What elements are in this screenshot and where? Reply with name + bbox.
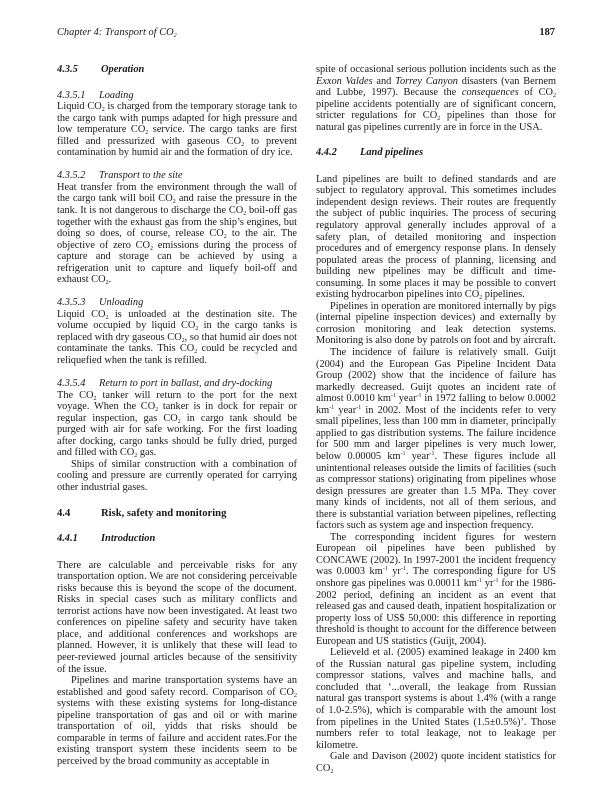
section-heading-4-3-5: 4.3.5 Operation xyxy=(57,64,145,75)
subsection-heading-unloading: 4.3.5.3 Unloading xyxy=(57,297,144,309)
subsection-heading-return-to-port: 4.3.5.4 Return to port in ballast, and dry-docking xyxy=(57,378,273,390)
paragraph-incidence-of-failure: The incidence of failure is relatively small. Guijt (2004) and the European Gas Pipeline Incident Data Group (2002) show that the incidence of failure has markedly decreased. Guijt quotes an incident rate of almost 0.0010 $km^{-1}$ year$^{-1}$ in 1972 falling to below 0.0002 $km^{-1}$ year$^{-1}$ in 2002. Most of the incidents refer to very small pipelines, less than 100 mm in diameter, principally applied to gas distribution systems. The failure incidence for 500 mm and larger pipelines is very much lower, below 0.00005 $km^{-1}$ year$^{-1}$. These figures include all unintentional releases outside the limits of facilities (such as compressor stations) originating from pipelines whose design pressures are greater than 1.5 MPa. They cover many kinds of incidents, not all of them serious, and there is substantial variation between pipelines, reflecting factors such as system age and inspection frequency. xyxy=(316,347,556,532)
paragraph-land-pipelines: Land pipelines are built to defined standards and are subject to regulatory approval. This sometimes includes independent design reviews. Their routes are frequently the subject of public inquiries. The process of securing regulatory approval generally includes approval of a safety plan, of detailed monitoring and inspection procedures and of emergency response plans. In densely populated areas the process of planning, licensing and building new pipelines may be difficult and time-consuming. In some places it may be possible to convert existing hydrocarbon pipelines into $CO_2$ pipelines. xyxy=(316,173,556,302)
paragraph-intro-risks: There are calculable and perceivable risks for any transportation option. We are not considering perceivable risks because this is beyond the scope of the document. Risks in special cases such as military conflicts and terrorist actions have now been investigated. At least two conferences on pipeline safety and security have taken place, and additional conferences and workshops are planned. However, it is unlikely that these will lead to peer-reviewed journal articles because of the sensitivity of the issue. xyxy=(57,559,297,675)
page-number: 187 xyxy=(539,27,555,38)
left-column xyxy=(57,64,297,767)
right-column xyxy=(316,64,556,774)
running-head: Chapter 4: Transport of $CO_2$ xyxy=(57,27,177,39)
paragraph-monitoring: Pipelines in operation are monitored internally by pigs (internal pipeline inspection devices) and externally by corrosion monitoring and leak detection systems. Monitoring is also done by patrols on foot and by aircraft. xyxy=(316,300,556,347)
paragraph-similar-ships: Ships of similar construction with a combination of cooling and pressure are currently operated for carrying other industrial gases. xyxy=(57,458,297,493)
paragraph-return-to-port: The $CO_2$ tanker will return to the port for the next voyage. When the $CO_2$ tanker is in dock for repair or regular inspection, gas $CO_2$ in cargo tank should be purged with air for safe working. For the first loading after docking, cargo tanks should be fully dried, purged and filled with $CO_2$ gas. xyxy=(57,389,297,460)
subsection-heading-transport: 4.3.5.2 Transport to the site xyxy=(57,170,183,182)
paragraph-safety-record: Pipelines and marine transportation systems have an established and good safety record. Comparison of $CO_2$ systems with these existing systems for long-distance pipeline transportation of gas and oil or with marine transportation of oil, yidds that risks should be comparable in terms of failure and accident rates.For the existing transport system these incidents seem to be perceived by the broad community as acceptable in xyxy=(57,675,297,767)
paragraph-concawe: The corresponding incident figures for western European oil pipelines have been published by CONCAWE (2002). In 1997-2001 the incident frequency was 0.0003 $km^{-1}$ $yr^{-1}$. The corresponding figure for US onshore gas pipelines was 0.00011 $km^{-1}$ $yr^{-1}$ for the 1986-2002 period, defining an incident as an event that released gas and caused death, inpatient hospitalization or property loss of US$ 50,000: this difference in reporting threshold is thought to account for the difference between European and US statistics (Guijt, 2004). xyxy=(316,531,557,647)
subsection-heading-loading: 4.3.5.1 Loading xyxy=(57,89,134,101)
paragraph-gale-davison: Gale and Davison (2002) quote incident statistics for $CO_2$ xyxy=(316,751,556,775)
section-heading-4-4-1: 4.4.1 Introduction xyxy=(57,533,156,545)
section-heading-4-4-2: 4.4.2 Land pipelines xyxy=(316,147,424,159)
paragraph-unloading: Liquid $CO_2$ is unloaded at the destination site. The volume occupied by liquid $CO_2$ in the cargo tanks is replaced with dry gaseous $CO_2$, so that humid air does not contaminate the tanks. This $CO_2$ could be recycled and reliquefied when the tank is refilled. xyxy=(57,308,298,367)
paragraph-continued: spite of occasional serious pollution incidents such as the Exxon Valdes and Torrey Canyon disasters (van Bernem and Lubbe, 1997). Because the consequences of $CO_2$ pipeline accidents potentially are of significant concern, stricter regulations for $CO_2$ pipelines than those for natural gas pipelines currently are in force in the USA. xyxy=(316,64,557,133)
paragraph-loading: Liquid $CO_2$ is charged from the temporary storage tank to the cargo tank with pumps adapted for high pressure and low temperature $CO_2$ service. The cargo tanks are first filled and pressurized with gaseous $CO_2$ to prevent contamination by humid air and the formation of dry ice. xyxy=(57,101,297,159)
paragraph-transport: Heat transfer from the environment through the wall of the cargo tank will boil $CO_2$ and raise the pressure in the tank. It is not dangerous to discharge the $CO_2$ boil-off gas together with the exhaust gas from the ship’s engines, but doing so does, of course, release $CO_2$ to the air. The objective of zero $CO_2$ emissions during the process of capture and storage can be achieved by using a refrigeration unit to capture and liquefy boil-off and exhaust $CO_2$. xyxy=(57,181,298,287)
section-heading-4-4: 4.4 Risk, safety and monitoring xyxy=(57,507,227,519)
page-header xyxy=(57,27,555,41)
paragraph-lelieveld: Lelieveld et al. (2005) examined leakage in 2400 km of the Russian natural gas pipeline system, including compressor stations, valves and machine halls, and concluded that ‘...overall, the leakage from Russian natural gas transport systems is about 1.4% (with a range of 1.0-2.5%), which is comparable with the amount lost from pipelines in the United States (1.5±0.5%)’. Those numbers refer to total leakage, not to leakage per kilometre. xyxy=(316,647,556,751)
